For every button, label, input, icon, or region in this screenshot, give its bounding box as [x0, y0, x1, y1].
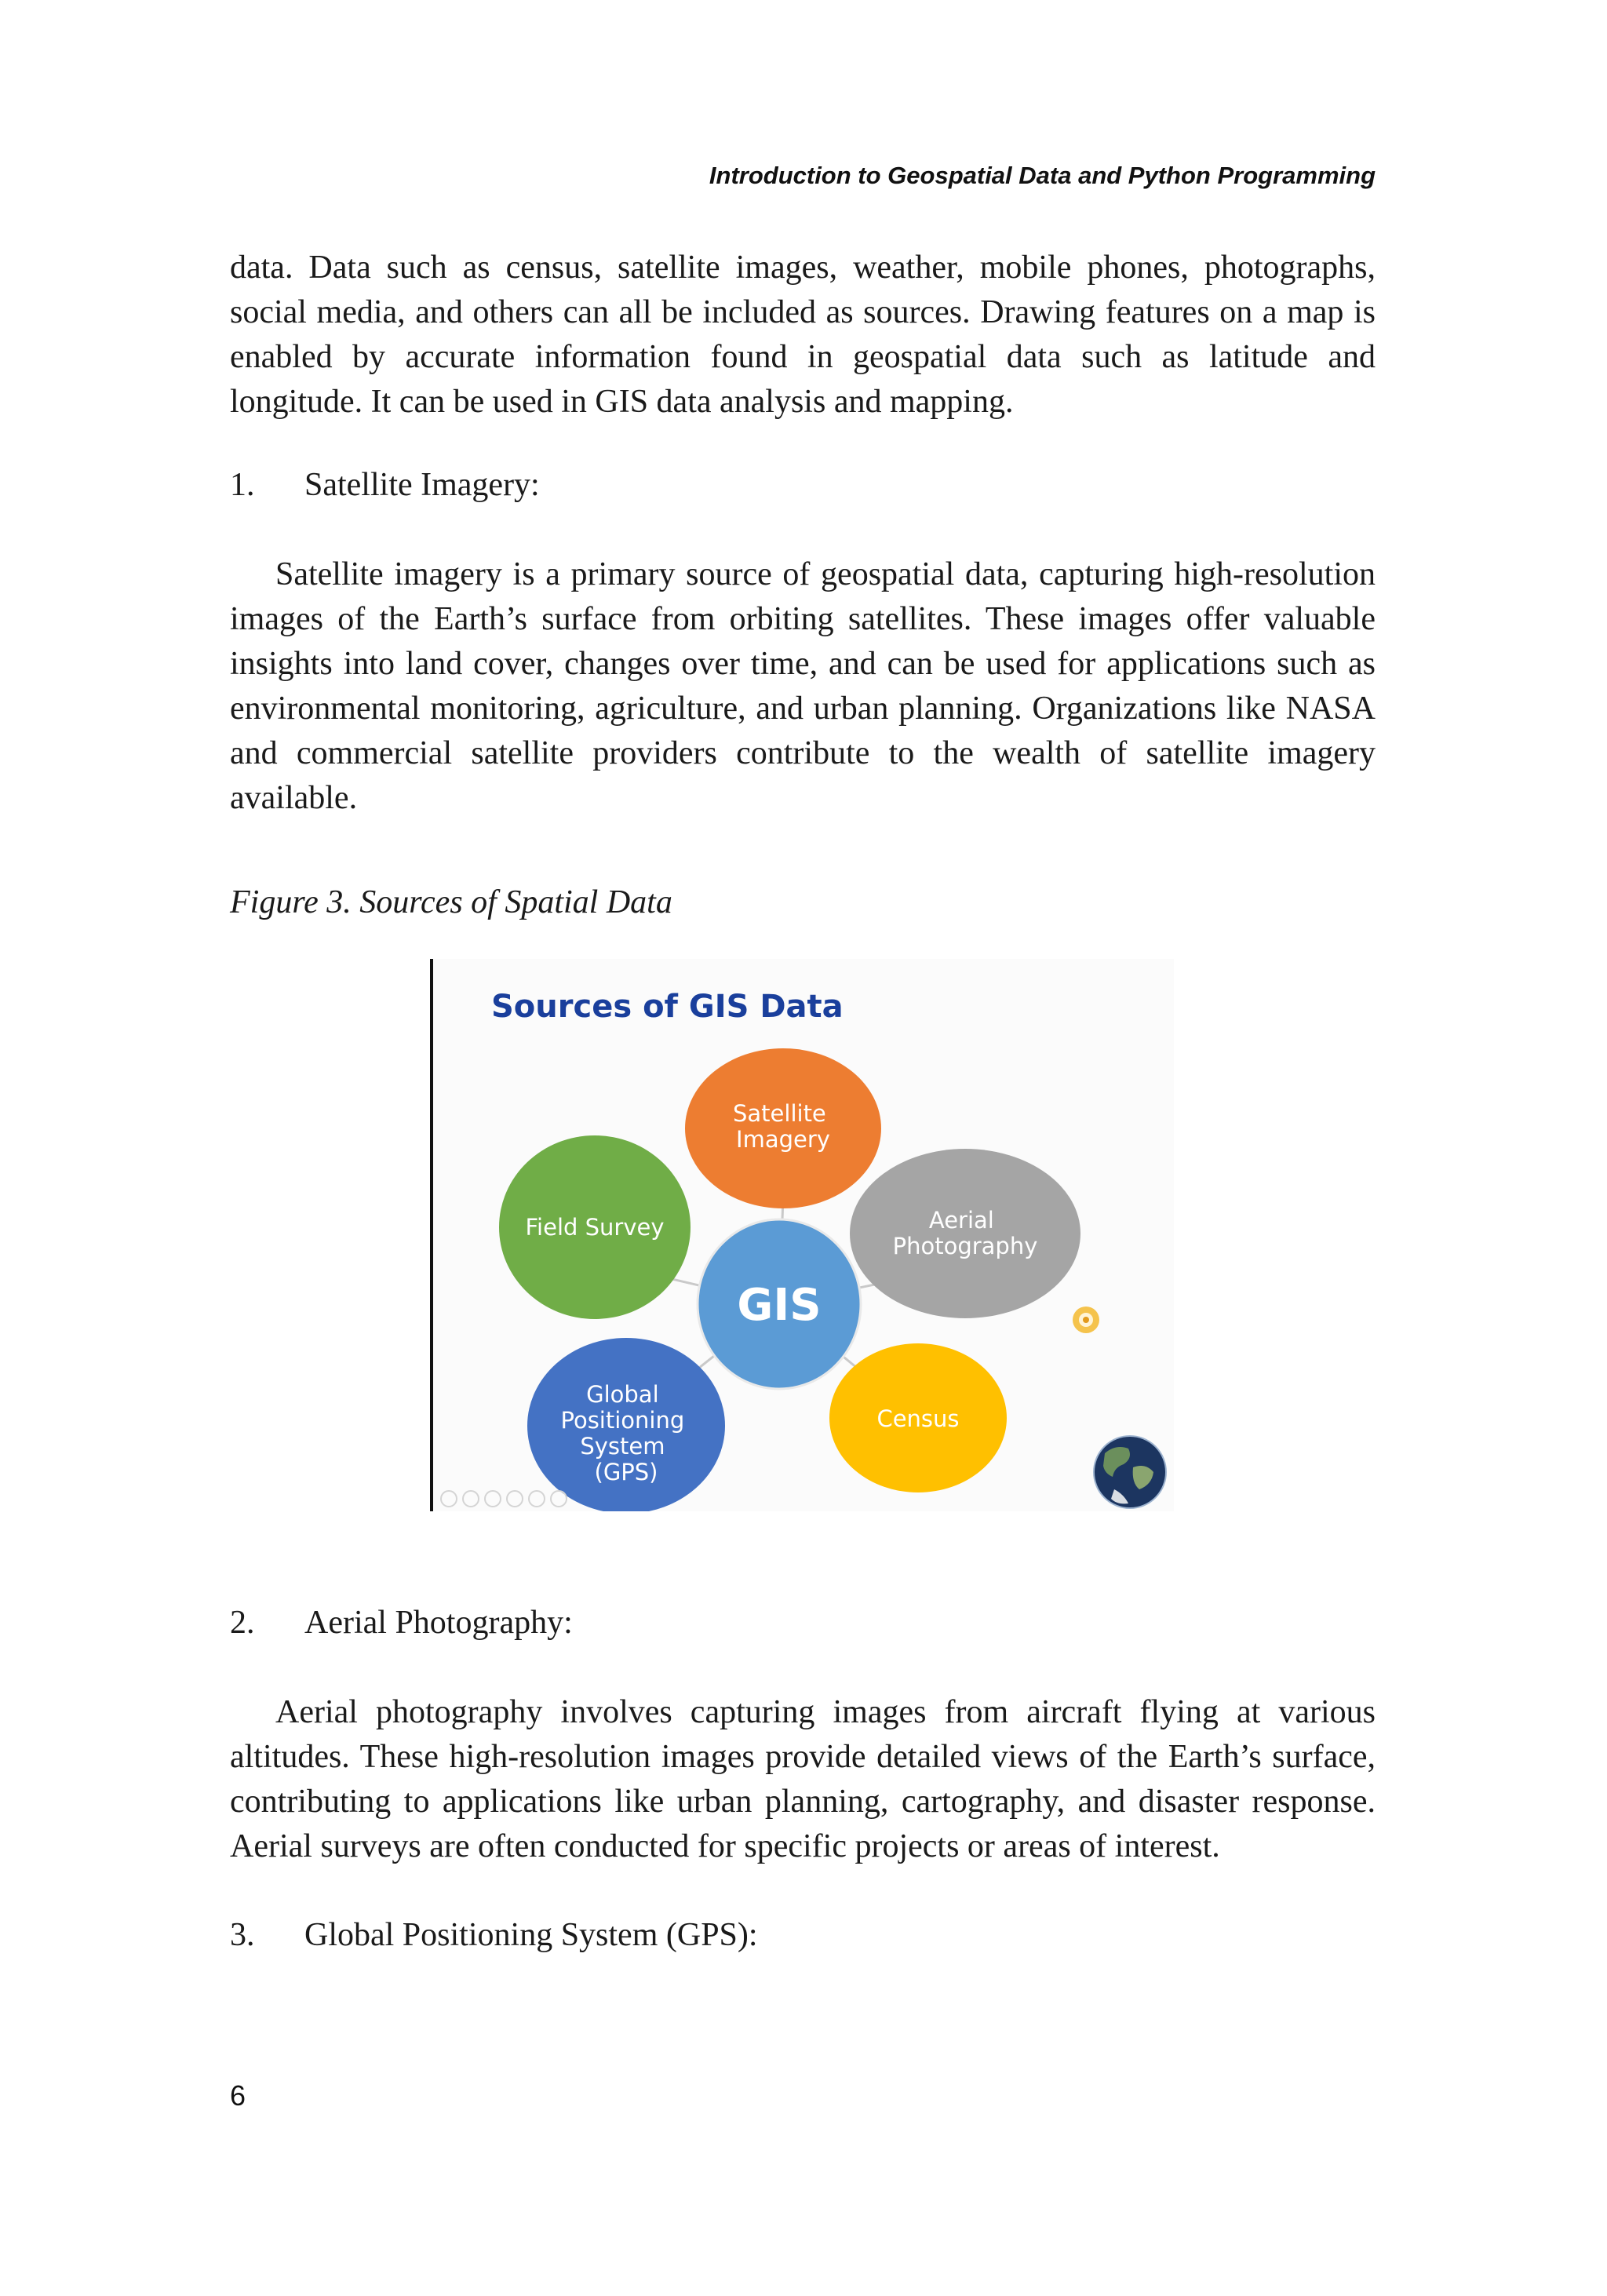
section-heading-satellite — [230, 463, 540, 508]
node-gps-label: Global Positioning System (GPS) — [560, 1381, 685, 1485]
satellite-paragraph-block — [230, 552, 1376, 821]
section-title: Aerial Photography: — [304, 1605, 573, 1641]
node-field-survey — [499, 1135, 691, 1319]
pointer-cursor-icon — [1073, 1307, 1099, 1333]
aerial-paragraph-block — [230, 1690, 1376, 1869]
diagram-title: Sources of GIS Data — [491, 989, 844, 1025]
figure-sources-of-gis-data — [430, 959, 1174, 1511]
section-heading-gps — [230, 1913, 758, 1958]
node-gis-center — [698, 1219, 861, 1389]
section-title: Satellite Imagery: — [304, 467, 540, 503]
node-satellite-label: Satellite Imagery — [733, 1100, 830, 1153]
figure-caption: Figure 3. Sources of Spatial Data — [230, 884, 672, 920]
intro-paragraph-block — [230, 246, 1376, 425]
node-census — [829, 1343, 1007, 1492]
section-number: 1. — [230, 467, 255, 503]
section-heading-aerial — [230, 1601, 573, 1645]
page-number: 6 — [230, 2079, 246, 2112]
earth-globe-icon — [1094, 1436, 1166, 1508]
node-satellite-imagery — [685, 1048, 881, 1208]
section-number: 3. — [230, 1917, 255, 1953]
satellite-paragraph: Satellite imagery is a primary source of geospatial data, capturing high-resolution images of the Earth’s surface from orbiting satellites. These images offer valuable insights into land cover, changes over time, and can be used for applications such as environmental monitoring, agriculture, and urban planning. Organizations like NASA and commercial satellite providers contribute to the wealth of satellite imagery available. — [230, 556, 1376, 816]
node-aerial-label: Aerial Photography — [892, 1207, 1038, 1259]
node-gis-label: GIS — [737, 1280, 822, 1331]
node-aerial-photography — [850, 1149, 1080, 1318]
running-head: Introduction to Geospatial Data and Python Programming — [709, 162, 1376, 189]
aerial-paragraph: Aerial photography involves capturing images from aircraft flying at various altitudes. These high-resolution images provide detailed views of the Earth’s surface, contributing to applications like urban planning, cartography, and disaster response. Aerial surveys are often conducted for specific projects or areas of interest. — [230, 1694, 1376, 1864]
intro-paragraph: data. Data such as census, satellite images, weather, mobile phones, photographs, social media, and others can all be included as sources. Drawing features on a map is enabled by accurate information found in geospatial data such as latitude and longitude. It can be used in GIS data analysis and mapping. — [230, 250, 1376, 420]
section-title: Global Positioning System (GPS): — [304, 1917, 758, 1953]
node-gps — [527, 1338, 725, 1511]
node-census-label: Census — [876, 1405, 960, 1432]
node-field-label: Field Survey — [525, 1214, 665, 1241]
section-number: 2. — [230, 1605, 255, 1641]
